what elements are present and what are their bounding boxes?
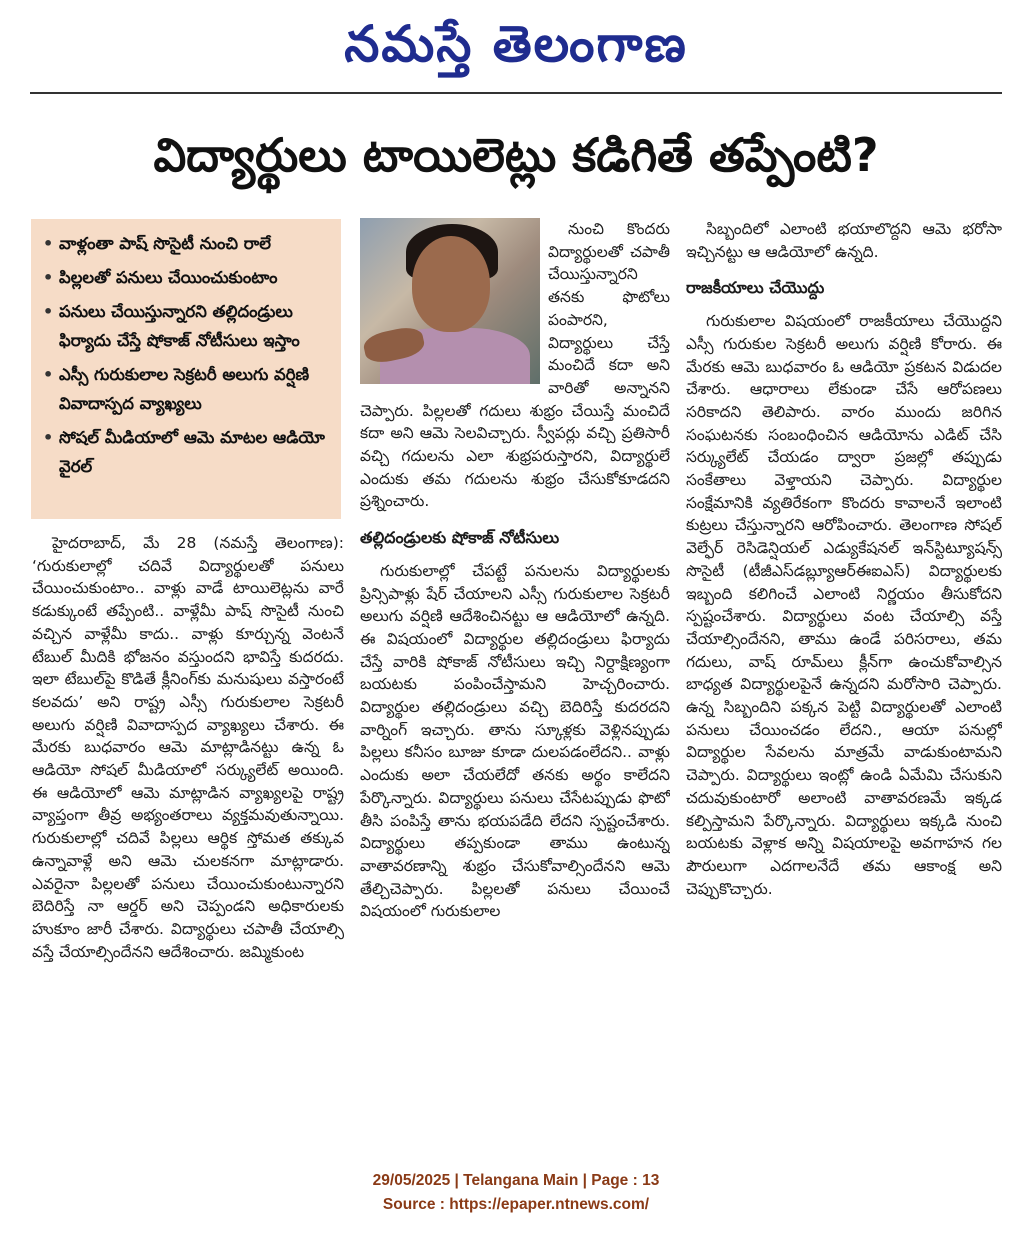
column-3-subheading: రాజకీయాలు చేయొద్దు (686, 278, 825, 298)
column-2-body: గురుకులాల్లో చేపట్టే పనులను విద్యార్థులకు ప్రిన్సిపాళ్లు షేర్ చేయాలని ఎస్సీ గురుకులాల సెక్రటరీ అలుగు వర్షిణి ఆదేశించినట్టు ఆ ఆడియోలో ఉన్నది. ఈ విషయంలో విద్యార్థుల తల్లిదండ్రులు ఫిర్యాదు చేస్తే వారికి షోకాజ్ నోటీసులు ఇచ్చి నిర్దాక్షిణ్యంగా బయటకు పంపించేస్తామని హెచ్చరించారు. విద్యార్థుల తల్లిదండ్రులు వచ్చి బెదిరిస్తే కుదరదని వార్నింగ్ ఇచ్చారు. తాను స్కూళ్లకు వెళ్లినప్పుడు పిల్లలు కనీసం బూజు కూడా దులపడంలేదని.. వాళ్లు ఎందుకు అలా చేయలేదో తనకు అర్థం కాలేదని పేర్కొన్నారు. విద్యార్థులు పనులు చేసేటప్పుడు ఫొటో తీసి పంపిస్తే తాను భయపడేది లేదని స్పష్టంచేశారు. విద్యార్థులు తప్పకుండా తాము ఉంటున్న వాతావరణాన్ని శుభ్రం చేసుకోవాల్సిందేనని ఆమె తేల్చిచెప్పారు. పిల్లలతో పనులు చేయించే విషయంలో గురుకులాల (360, 561, 670, 921)
highlight-item (43, 263, 331, 292)
bullet-icon: • (43, 428, 54, 447)
article-column-3 (686, 218, 1002, 1133)
highlight-item (43, 423, 331, 481)
column-2-subheading: తల్లిదండ్రులకు షోకాజ్ నోటీసులు (360, 528, 560, 548)
highlight-item (43, 360, 331, 418)
bullet-icon: • (43, 302, 54, 321)
column-3-body: గురుకులాల విషయంలో రాజకీయాలు చేయొద్దని ఎస్సీ గురుకుల సెక్రటరీ అలుగు వర్షిణి కోరారు. ఈ మేరకు ఆమె బుధవారం ఓ ఆడియో ప్రకటన విడుదల చేశారు. ఆధారాలు లేకుండా చేసే ఆరోపణలు సరికాదని తెలిపారు. వారం ముందు జరిగిన సంఘటనకు సంబంధించిన ఆడియోను ఎడిట్ చేసి సర్క్యులేట్ చేయడం ద్వారా ప్రజల్లో తప్పుడు సంకేతాలు వెళ్తాయని చెప్పారు. విద్యార్థుల సంక్షేమానికి వ్యతిరేకంగా కొందరు కావాలనే ఇలాంటి కుట్రలు చేస్తున్నారని ఆరోపించారు. తెలంగాణ సోషల్ వెల్ఫేర్ రెసిడెన్షియల్ ఎడ్యుకేషనల్ ఇన్‌స్టిట్యూషన్స్ సొసైటీ (టీజీఎస్‌డబ్ల్యూఆర్‌ఈఐఎస్) విద్యార్థులకు ఇబ్బంది కలిగించే ఎలాంటి నిర్ణయం తీసుకోదని స్పష్టంచేశారు. విద్యార్థులు వంట చేయాల్సి వస్తే చేయాల్సిందేనని, తాము ఉండే పరిసరాలు, తమ గదులు, వాష్ రూమ్‌లు క్లీన్‌గా ఉంచుకోవాల్సిన బాధ్యత విద్యార్థులపైనే ఉన్నదని మరోసారి చెప్పారు. ఉన్న సిబ్బందిని పక్కన పెట్టి విద్యార్థులతో ఎలాంటి పనులు చేయించడం లేదని., ఆయా పనుల్లో విద్యార్థుల సేవలను మాత్రమే వాడుకుంటామని చెప్పారు. విద్యార్థులు ఇంట్లో ఉండి ఏమేమి చేసుకుని చదువుకుంటారో అలాంటి వాతావరణమే ఇక్కడ కల్పిస్తామని పేర్కొన్నారు. విద్యార్థులు ఇక్కడి నుంచి బయటకు వెళ్లాక అన్ని విషయాలపై అవగాహన గల పౌరులుగా ఎదగాలనేదే తమ ఆకాంక్ష అని చెప్పుకొచ్చారు. (686, 312, 1002, 898)
secretary-photo (360, 218, 540, 384)
bullet-icon: • (43, 365, 54, 384)
bullet-icon: • (43, 234, 54, 253)
highlight-item (43, 297, 331, 355)
article-column-1 (32, 532, 344, 1132)
highlight-text: పిల్లలతో పనులు చేయించుకుంటాం (59, 268, 278, 287)
article-column-2 (360, 218, 670, 1133)
highlights-list (43, 229, 331, 481)
bullet-icon: • (43, 268, 54, 287)
column-1-text: హైదరాబాద్, మే 28 (నమస్తే తెలంగాణ): ‘గురుకులాల్లో చదివే విద్యార్థులతో పనులు చేయించుకుంటాం.. వాళ్లు వాడే టాయిలెట్లను వారే కడుక్కుంటే తప్పేంటి.. వాళ్లేమీ పాష్ సొసైటీ నుంచి వచ్చిన వాళ్లేమీ కాదు.. వాళ్లు కూర్చున్న వెంటనే టేబుల్ మీదికి భోజనం వస్తుందని భావిస్తే కుదరదు. ఇలా టేబుల్‌పై కొడితే క్లీనింగ్‌కు మనుషులు వస్తారంటే కలవదు’ అని రాష్ట్ర ఎస్సీ గురుకులాల సెక్రటరీ అలుగు వర్షిణి వివాదాస్పద వ్యాఖ్యలు చేశారు. ఈ మేరకు బుధవారం ఆమె మాట్లాడినట్టు ఉన్న ఓ ఆడియో సోషల్ మీడియాలో సర్క్యులేట్ అయింది. ఈ ఆడియోలో ఆమె మాట్లాడిన వ్యాఖ్యలపై రాష్ట్ర వ్యాప్తంగా తీవ్ర అభ్యంతరాలు వ్యక్తమవుతున్నాయి. గురుకులాల్లో చదివే పిల్లలు ఆర్థిక స్తోమత తక్కువ ఉన్నావాళ్లే అని ఆమె చులకనగా మాట్లాడారు. ఎవరైనా పిల్లలతో పనులు చేయించుకుంటున్నారని బెదిరిస్తే నా ఆర్డర్ అని చెప్పండని అధికారులకు హుకూం జారీ చేశారు. విద్యార్థులు చపాతీ చేయాల్సి వస్తే చేయాల్సిందేనని ఆదేశించారు. జమ్మికుంట (32, 534, 344, 961)
highlight-text: ఎస్సీ గురుకులాల సెక్రటరీ అలుగు వర్షిణి వివాదాస్పద వ్యాఖ్యలు (59, 365, 310, 413)
highlights-box (31, 219, 341, 519)
footer-date-line: 29/05/2025 | Telangana Main | Page : 13 (372, 1172, 660, 1189)
column-2-intro: నుంచి కొందరు విద్యార్థులతో చపాతీ చేయిస్తున్నారని తనకు ఫొటోలు పంపారని, విద్యార్థులు చేస్తే మంచిదే కదా అని వారితో అన్నానని చెప్పారు. పిల్లలతో గదులు శుభ్రం చేయిస్తే మంచిదే కదా అని ఆమె సెలవిచ్చారు. స్వీపర్లు వచ్చి ప్రతిసారీ వచ్చి గదులను ఎలా శుభ్రపరుస్తారని, విద్యార్థులే ఎందుకు తమ గదులను శుభ్రం చేసుకోకూడదని ప్రశ్నించారు. (360, 220, 670, 511)
highlight-text: పనులు చేయిస్తున్నారని తల్లిదండ్రులు ఫిర్యాదు చేస్తే షోకాజ్ నోటీసులు ఇస్తాం (59, 302, 300, 350)
highlight-text: వాళ్లంతా పాష్ సొసైటీ నుంచి రాలే (59, 234, 271, 253)
highlight-item (43, 229, 331, 258)
highlight-text: సోషల్ మీడియాలో ఆమె మాటల ఆడియో వైరల్ (59, 428, 325, 476)
masthead-divider (30, 92, 1002, 94)
footer-source-line: Source : https://epaper.ntnews.com/ (382, 1196, 650, 1213)
article-headline: విద్యార్థులు టాయిలెట్లు కడిగితే తప్పేంటి? (153, 128, 879, 182)
column-3-intro: సిబ్బందిలో ఎలాంటి భయాలొద్దని ఆమె భరోసా ఇచ్చినట్టు ఆ ఆడియోలో ఉన్నది. (686, 220, 1002, 261)
photo-face-shape (412, 236, 490, 332)
newspaper-masthead: నమస్తే తెలంగాణ (344, 14, 688, 73)
